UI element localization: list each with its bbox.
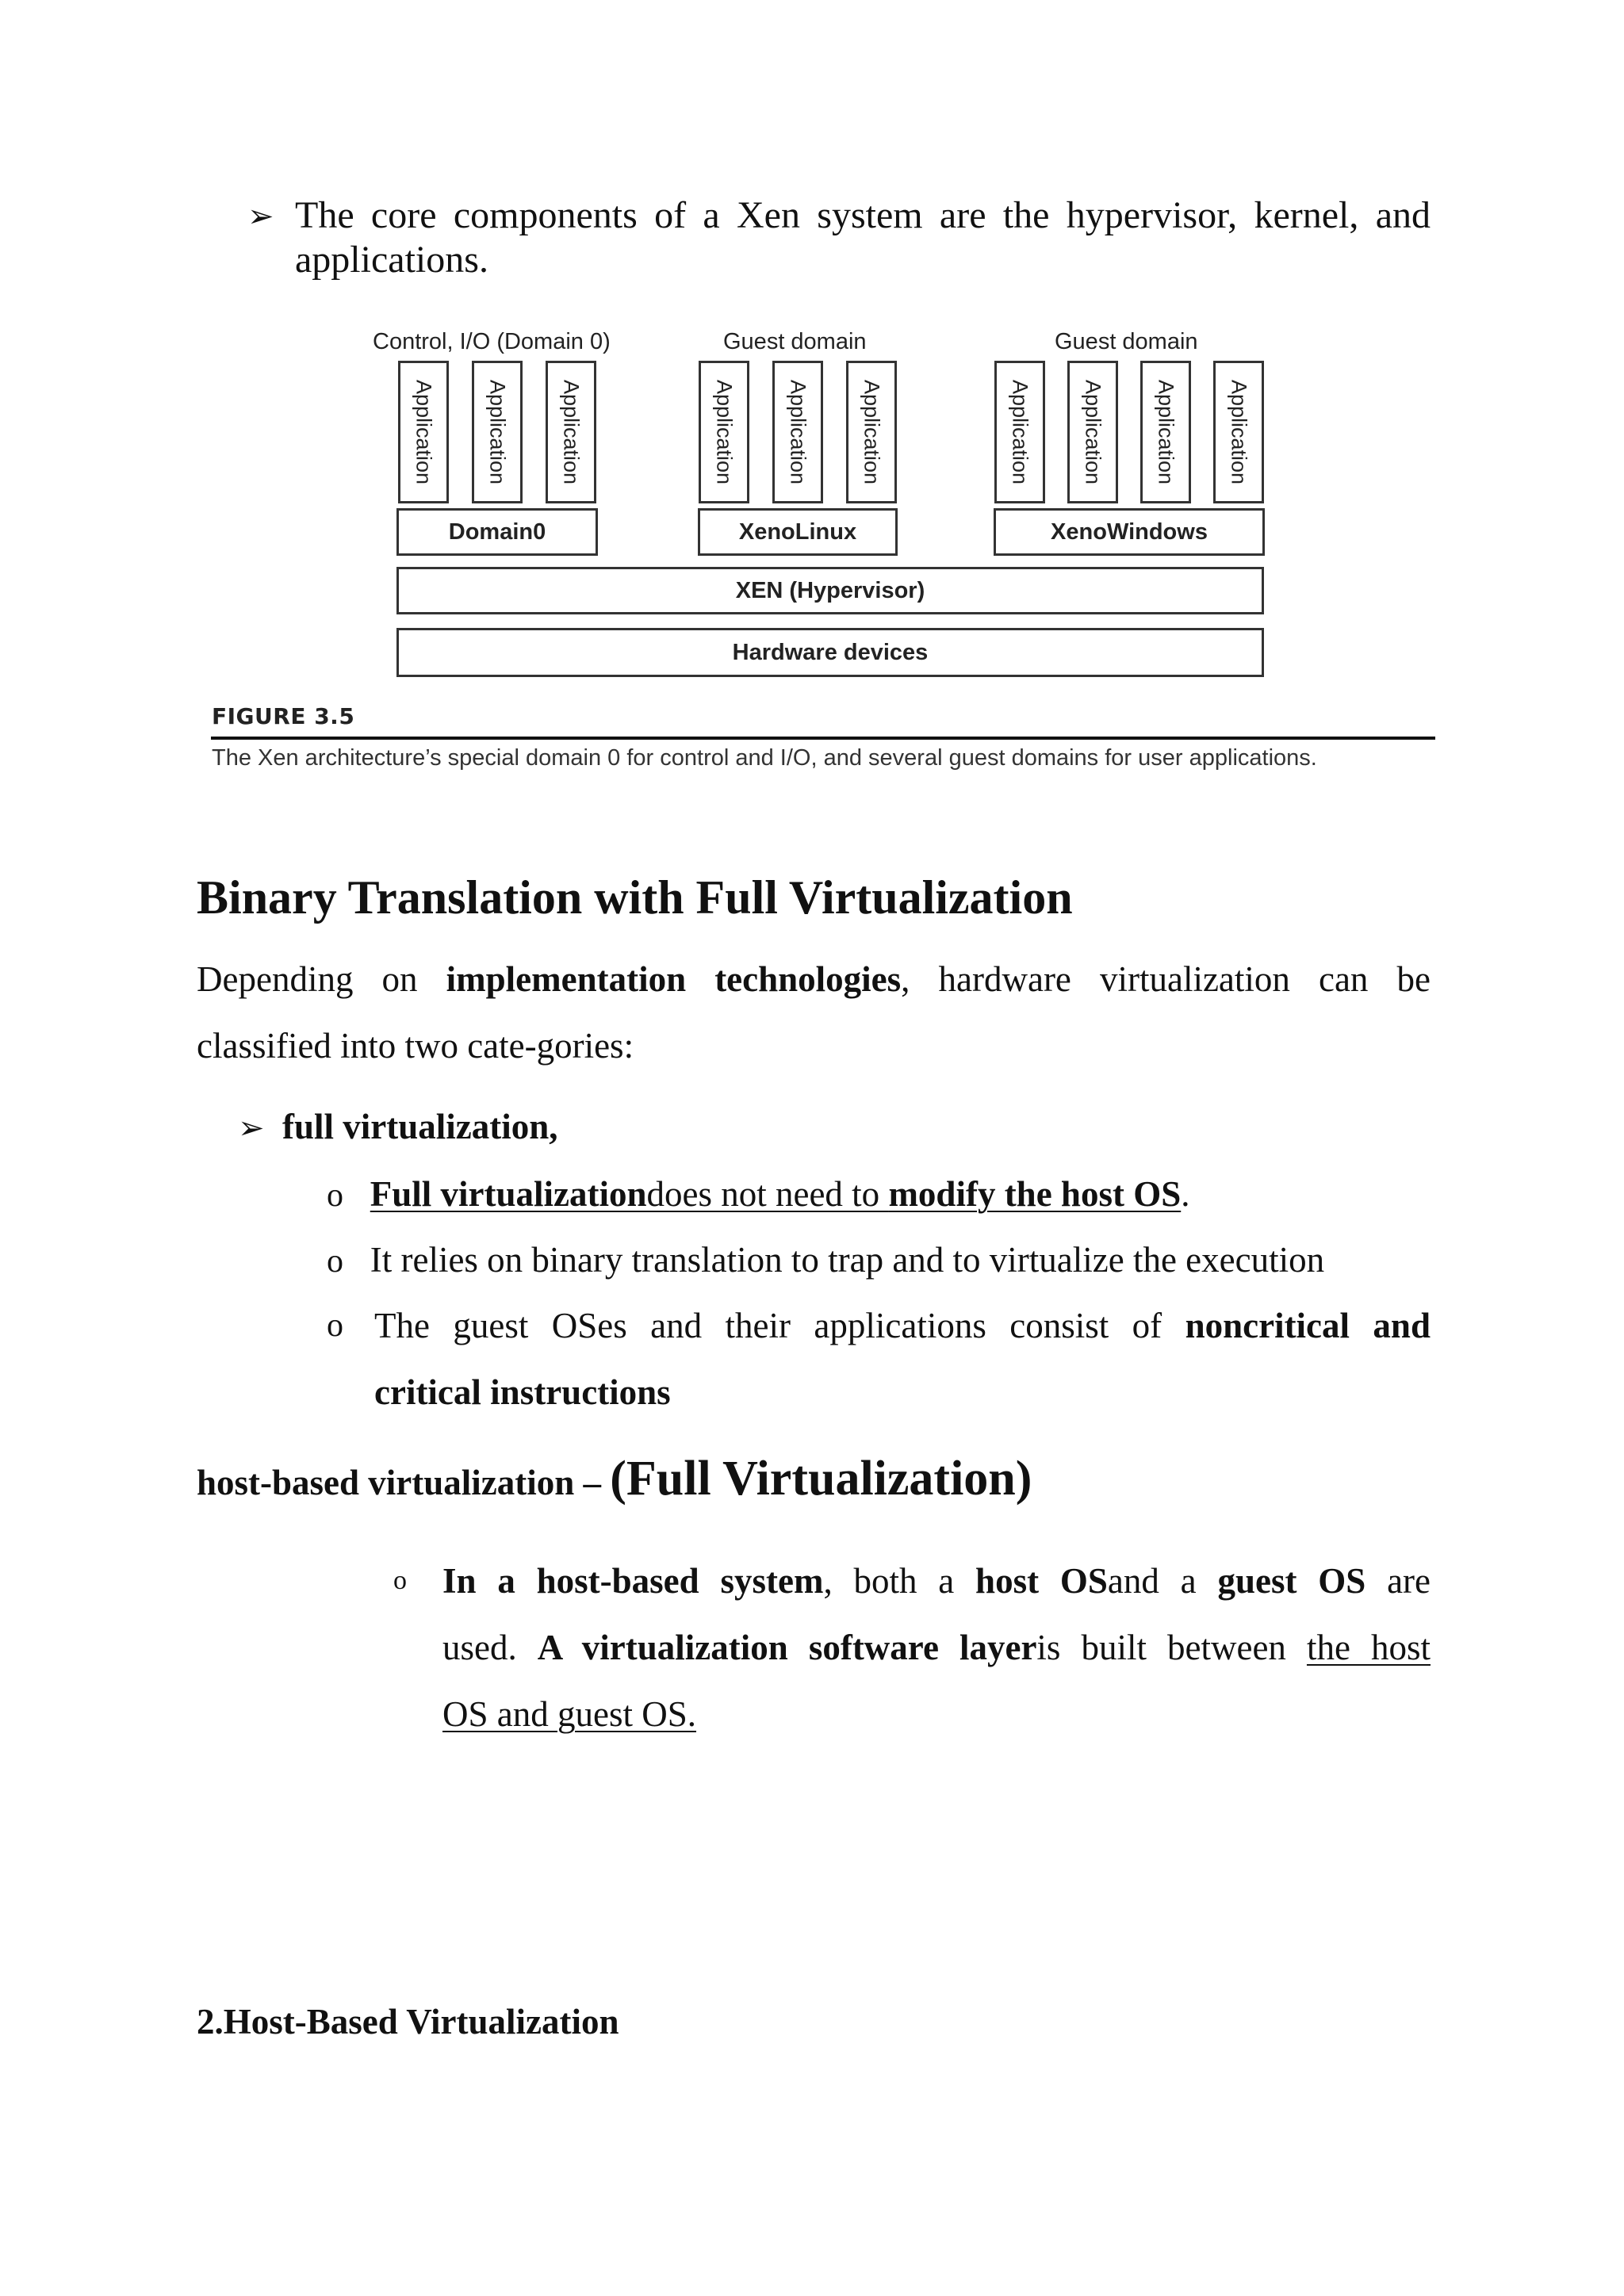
xenolinux-box: XenoLinux (698, 508, 898, 556)
xenowindows-box: XenoWindows (994, 508, 1265, 556)
xen-architecture-figure (198, 321, 1435, 797)
circle-bullet-icon: o (327, 1243, 343, 1280)
application-box: Application (846, 361, 897, 503)
hypervisor-box: XEN (Hypervisor) (396, 567, 1264, 614)
sub-bullet: o Full virtualizationdoes not need to modify the host OS. (327, 1174, 1190, 1214)
host-based-label: host-based virtualization – (Full Virtualization) (197, 1452, 1032, 1506)
section-heading-2: 2.Host-Based Virtualization (197, 2002, 619, 2042)
application-box: Application (1067, 361, 1118, 503)
bullet-full-virtualization: ➢ full virtualization, (238, 1107, 558, 1146)
application-box: Application (772, 361, 823, 503)
domain-label-2: Guest domain (1055, 329, 1198, 354)
domain-label-0: Control, I/O (Domain 0) (373, 329, 611, 354)
figure-rule (211, 737, 1435, 740)
circle-bullet-icon: o (327, 1307, 343, 1344)
section-heading: Binary Translation with Full Virtualization (197, 871, 1073, 924)
application-box: Application (699, 361, 749, 503)
application-box: Application (1213, 361, 1264, 503)
circle-bullet-icon: o (327, 1177, 343, 1214)
application-box: Application (1140, 361, 1191, 503)
arrow-bullet-icon: ➢ (247, 198, 274, 235)
application-box: Application (546, 361, 596, 503)
circle-bullet-icon: o (393, 1566, 407, 1595)
figure-title: FIGURE 3.5 (212, 703, 355, 729)
application-box: Application (472, 361, 523, 503)
figure-caption: The Xen architecture’s special domain 0 for control and I/O, and several guest domains for user applications. (212, 745, 1317, 771)
application-box: Application (994, 361, 1045, 503)
sub-bullet: o It relies on binary translation to trap and to virtualize the execution (327, 1240, 1325, 1280)
arrow-bullet-icon: ➢ (238, 1110, 265, 1146)
intro-bullet-text: The core components of a Xen system are the hypervisor, kernel, and applications. (295, 194, 1431, 281)
application-box: Application (398, 361, 449, 503)
domain0-box: Domain0 (396, 508, 598, 556)
intro-paragraph: Depending on implementation technologies, hardware virtualization can be classified into two cate-gories: (197, 959, 1431, 1066)
hardware-box: Hardware devices (396, 628, 1264, 677)
domain-label-1: Guest domain (723, 329, 867, 354)
